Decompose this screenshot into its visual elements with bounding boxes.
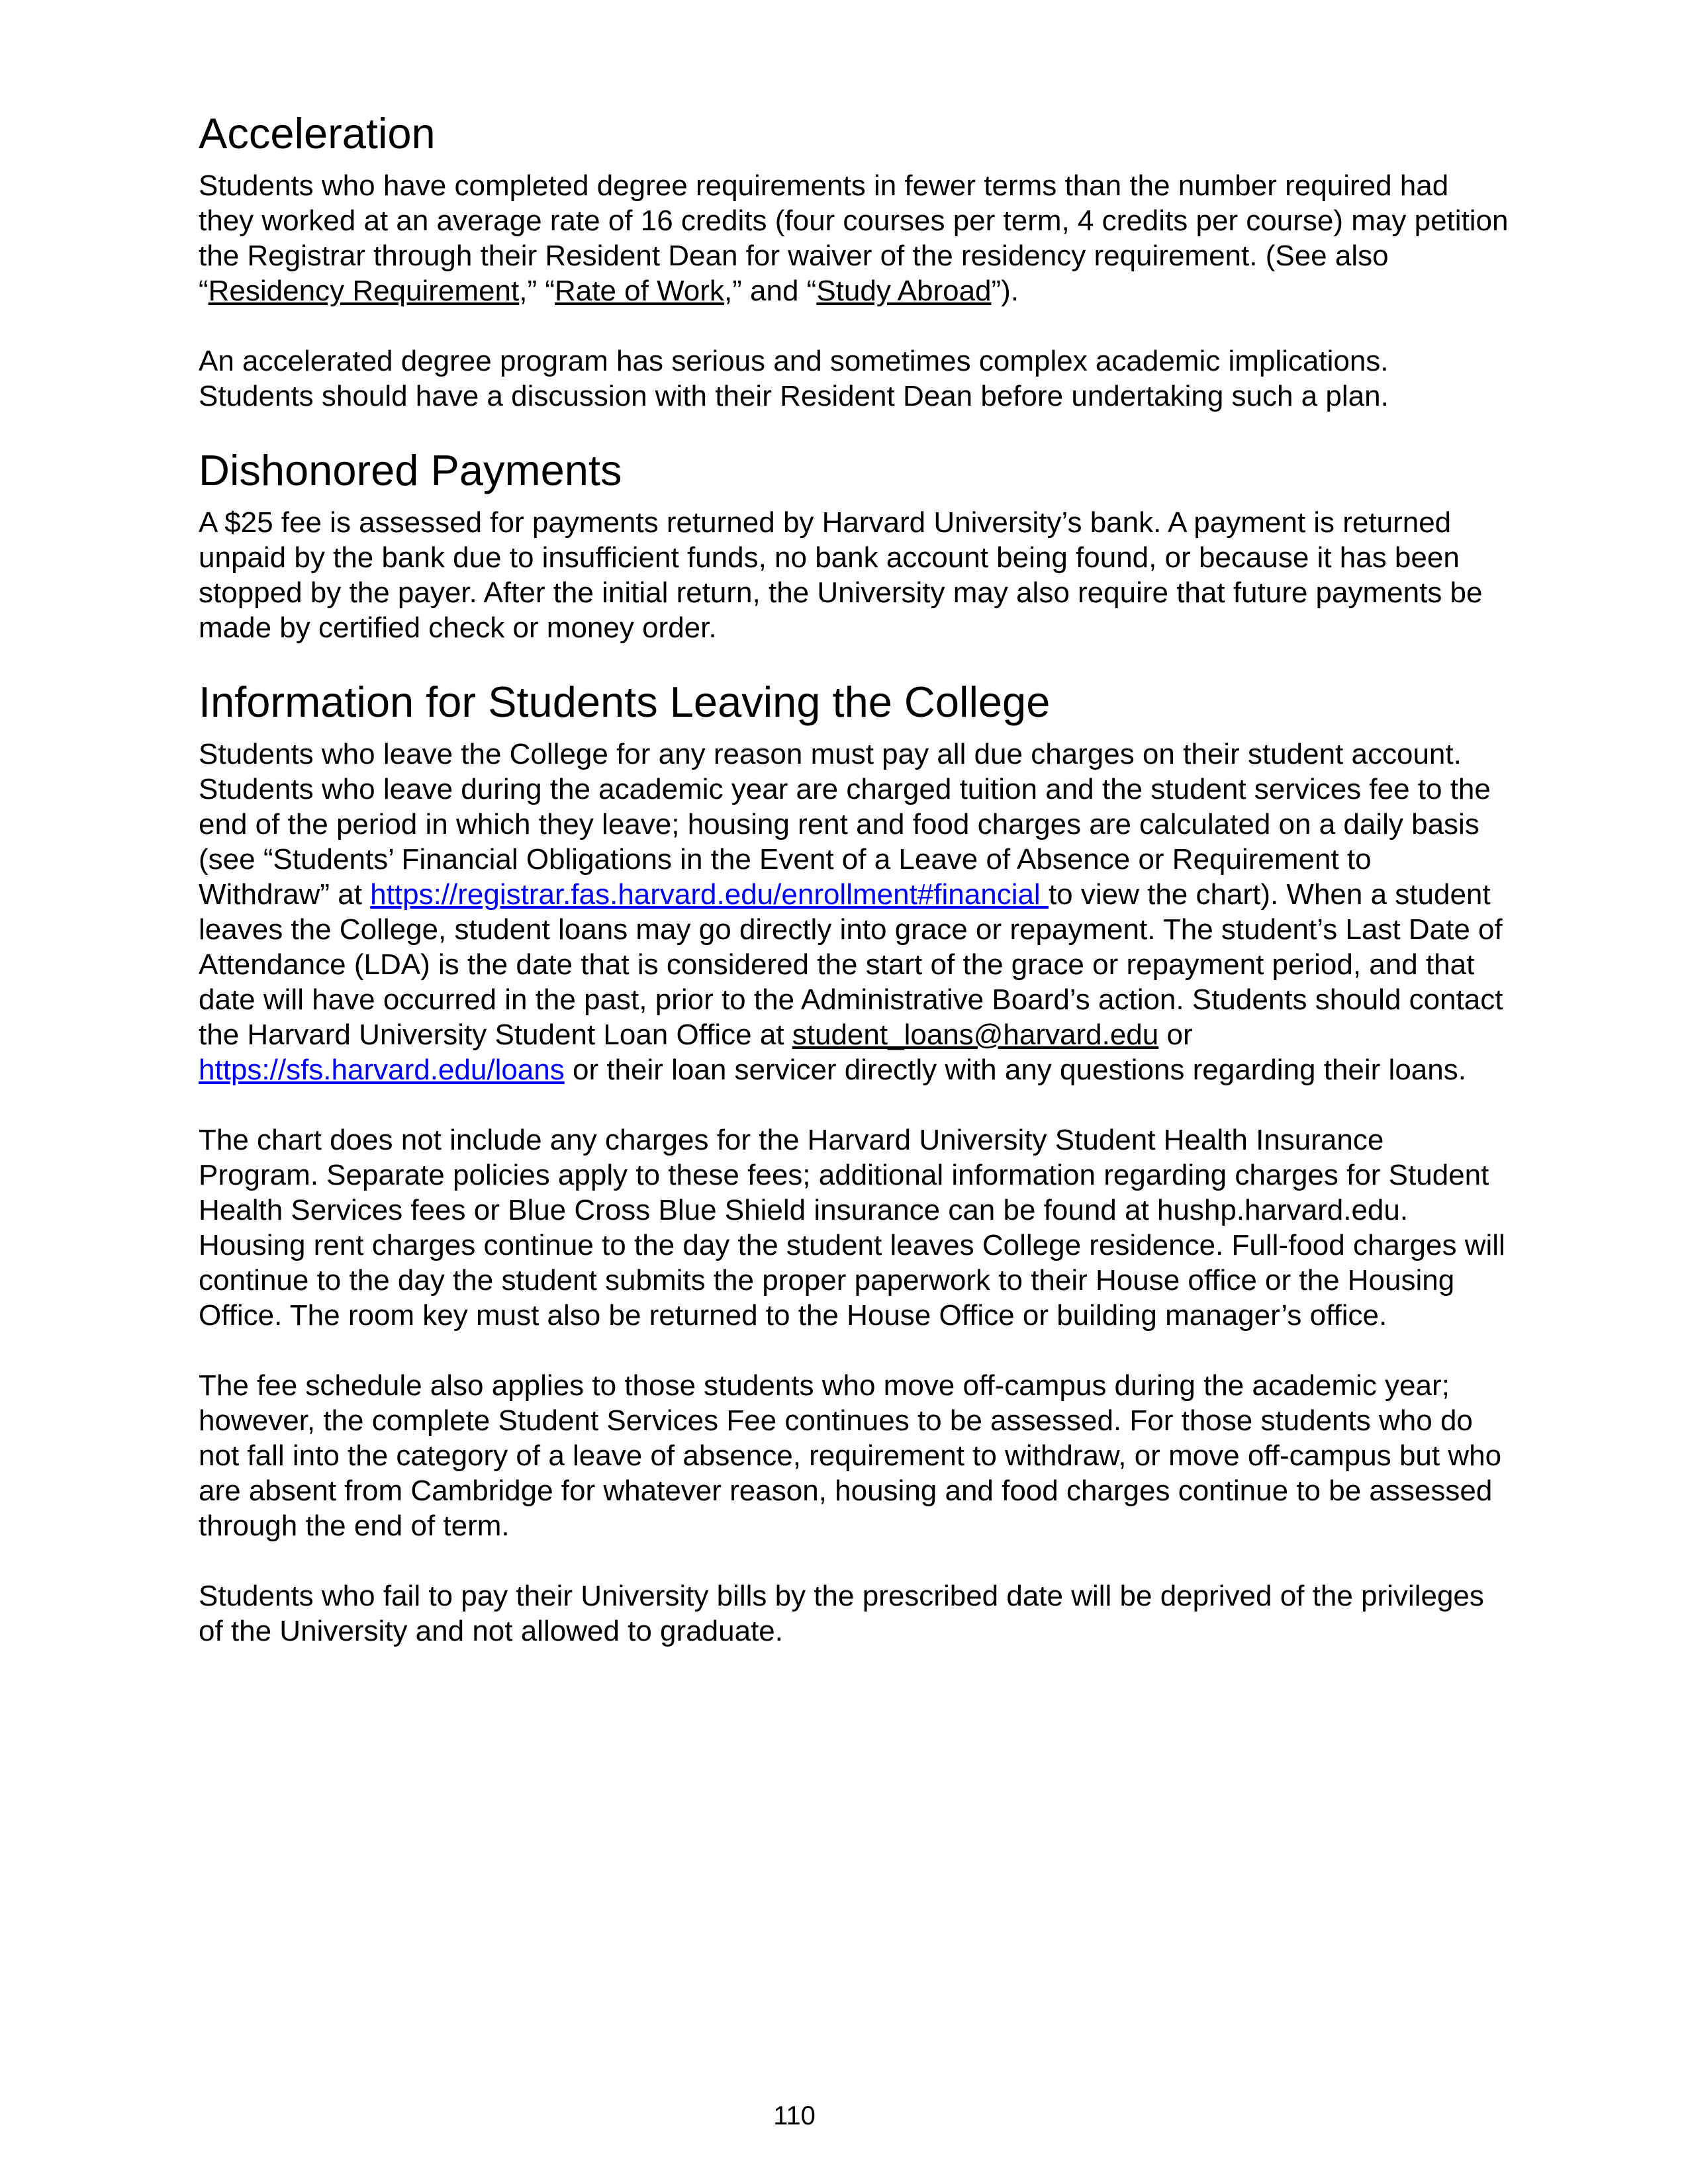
paragraph-leaving-4: Students who fail to pay their University bills by the prescribed date will be deprived of the privileges of the University and not allowed to graduate. [199,1580,1484,1647]
section-dishonored-payments [199,443,1509,645]
paragraph-leaving-1 [199,737,1509,1087]
section-heading-leaving-college: Information for Students Leaving the College [199,678,1051,726]
link-registrar-financial[interactable]: https://registrar.fas.harvard.edu/enrollment#financial [370,878,1049,911]
section-heading-acceleration: Acceleration [199,109,436,158]
link-rate-of-work[interactable]: Rate of Work [554,275,724,307]
text-run: Students who have completed degree requirements in fewer terms than the number required had they worked at an average rate of 16 credits (four courses per term, 4 credits per course) may petition the Registrar through their Resident Dean for waiver of the residency requirement. (See also “ [199,169,1509,307]
section-heading-dishonored-payments: Dishonored Payments [199,446,622,494]
text-run: or their loan servicer directly with any questions regarding their loans. [564,1054,1466,1086]
document-page [199,106,1509,1684]
text-run: Students who leave the College for any reason must pay all due charges on their student account. Students who leave during the academic year are charged tuition and the student services fee to the end of the period in which they leave; housing rent and food charges are calculated on a daily basis (see “Students’ Financial Obligations in the Event of a Leave of Absence or Requirement to Withdraw” at [199,738,1491,911]
paragraph-dishonored-1: A $25 fee is assessed for payments returned by Harvard University’s bank. A payment is returned unpaid by the bank due to insufficient funds, no bank account being found, or because it has been stopped by the payer. After the initial return, the University may also require that future payments be made by certified check or money order. [199,506,1483,644]
paragraph-acceleration-2: An accelerated degree program has serious and sometimes complex academic implications. Students should have a discussion with their Resident Dean before undertaking such a plan. [199,345,1389,412]
paragraph-leaving-3: The fee schedule also applies to those students who move off-campus during the academic year; however, the complete Student Services Fee continues to be assessed. For those students who do not fall into the category of a leave of absence, requirement to withdraw, or move off-campus but who are absent from Cambridge for whatever reason, housing and food charges continue to be assessed through the end of term. [199,1369,1502,1542]
paragraph-acceleration-1 [199,168,1509,308]
page-number: 110 [773,2101,816,2130]
section-leaving-college [199,674,1509,1649]
link-study-abroad[interactable]: Study Abroad [816,275,992,307]
link-residency-requirement[interactable]: Residency Requirement [208,275,520,307]
link-student-loans-email[interactable]: student_loans@harvard.edu [792,1019,1159,1051]
section-acceleration [199,106,1509,414]
link-sfs-loans[interactable]: https://sfs.harvard.edu/loans [199,1054,565,1086]
text-run: ,” and “ [724,275,817,307]
text-run: to view the chart). When a student leaves the College, student loans may go directly into grace or repayment. The student’s Last Date of Attendance (LDA) is the date that is considered the start of the grace or repayment period, and that date will have occurred in the past, prior to the Administrative Board’s action. Students should contact the Harvard University Student Loan Office at [199,878,1503,1051]
paragraph-leaving-2: The chart does not include any charges for the Harvard University Student Health Insurance Program. Separate policies apply to these fees; additional information regarding charges for Student Health Services fees or Blue Cross Blue Shield insurance can be found at hushp.harvard.edu. Housing rent charges continue to the day the student leaves College residence. Full-food charges will continue to the day the student submits the proper paperwork to their House office or the Housing Office. The room key must also be returned to the House Office or building manager’s office. [199,1124,1505,1332]
text-run: or [1158,1019,1193,1051]
text-run: ”). [991,275,1019,307]
text-run: ,” “ [519,275,555,307]
